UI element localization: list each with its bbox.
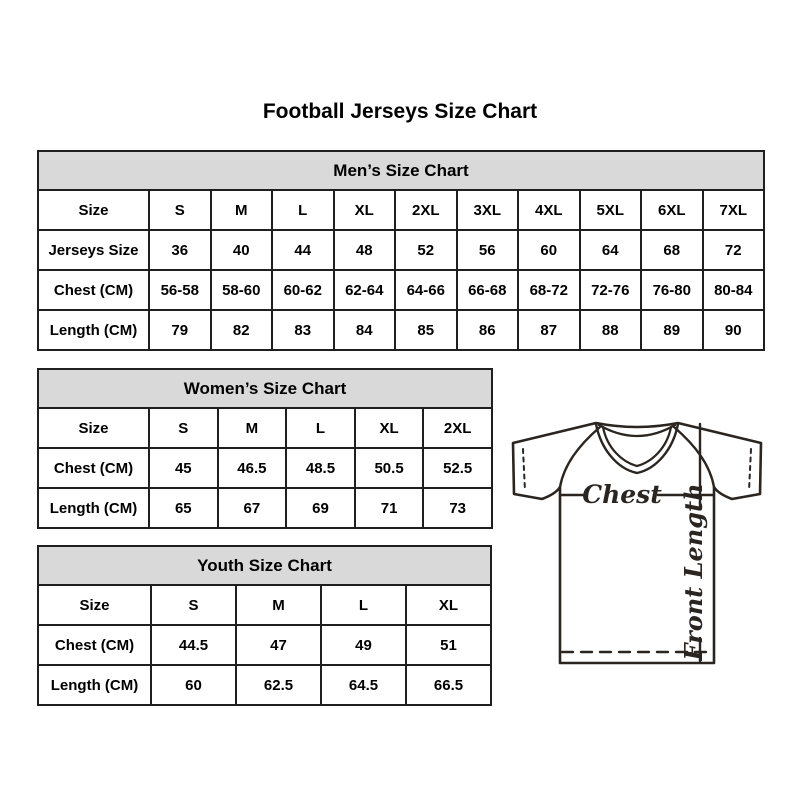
table-row [38,230,764,270]
value-cell: L [272,190,334,230]
value-cell: 7XL [703,190,765,230]
value-cell: XL [355,408,424,448]
value-cell: XL [406,585,491,625]
row-label-cell: Length (CM) [38,665,151,705]
value-cell: L [321,585,406,625]
youth-size-table [37,545,492,706]
value-cell: 2XL [423,408,492,448]
value-cell: 52.5 [423,448,492,488]
value-cell: 60 [151,665,236,705]
row-label-cell: Size [38,585,151,625]
table-header-row [38,546,491,585]
row-label-cell: Jerseys Size [38,230,149,270]
row-label-cell: Chest (CM) [38,625,151,665]
jersey-measurement-diagram [495,412,785,677]
row-label-cell: Chest (CM) [38,448,149,488]
value-cell: 66-68 [457,270,519,310]
jersey-outline-icon [513,423,761,663]
womens-table-body [38,408,492,528]
mens-table-body [38,190,764,350]
table-header-row [38,151,764,190]
womens-table-title: Women’s Size Chart [38,369,492,408]
value-cell: 66.5 [406,665,491,705]
mens-size-table [37,150,765,351]
womens-size-table [37,368,493,529]
youth-table-body [38,585,491,705]
table-row [38,270,764,310]
row-label-cell: Size [38,408,149,448]
value-cell: 56 [457,230,519,270]
table-header-row [38,369,492,408]
value-cell: 60 [518,230,580,270]
value-cell: 62.5 [236,665,321,705]
value-cell: 76-80 [641,270,703,310]
value-cell: 48.5 [286,448,355,488]
row-label-cell: Size [38,190,149,230]
value-cell: 58-60 [211,270,273,310]
table-row [38,488,492,528]
value-cell: 36 [149,230,211,270]
value-cell: 64-66 [395,270,457,310]
value-cell: 65 [149,488,218,528]
table-row [38,625,491,665]
value-cell: 40 [211,230,273,270]
value-cell: 90 [703,310,765,350]
table-row [38,585,491,625]
value-cell: 64 [580,230,642,270]
value-cell: 46.5 [218,448,287,488]
value-cell: 51 [406,625,491,665]
value-cell: 45 [149,448,218,488]
value-cell: 67 [218,488,287,528]
value-cell: 79 [149,310,211,350]
value-cell: 73 [423,488,492,528]
value-cell: 72-76 [580,270,642,310]
value-cell: 3XL [457,190,519,230]
value-cell: 52 [395,230,457,270]
value-cell: 2XL [395,190,457,230]
value-cell: 44 [272,230,334,270]
value-cell: S [151,585,236,625]
value-cell: 69 [286,488,355,528]
value-cell: 87 [518,310,580,350]
value-cell: 6XL [641,190,703,230]
value-cell: 84 [334,310,396,350]
value-cell: 68 [641,230,703,270]
value-cell: 47 [236,625,321,665]
table-row [38,448,492,488]
value-cell: XL [334,190,396,230]
value-cell: 80-84 [703,270,765,310]
table-row [38,408,492,448]
value-cell: S [149,408,218,448]
value-cell: 85 [395,310,457,350]
row-label-cell: Length (CM) [38,488,149,528]
value-cell: 64.5 [321,665,406,705]
value-cell: M [211,190,273,230]
value-cell: M [236,585,321,625]
value-cell: 50.5 [355,448,424,488]
value-cell: 89 [641,310,703,350]
value-cell: 82 [211,310,273,350]
value-cell: L [286,408,355,448]
row-label-cell: Chest (CM) [38,270,149,310]
mens-table-title: Men’s Size Chart [38,151,764,190]
front-length-label: Front Length [679,483,708,661]
value-cell: 49 [321,625,406,665]
row-label-cell: Length (CM) [38,310,149,350]
value-cell: 60-62 [272,270,334,310]
value-cell: 86 [457,310,519,350]
table-row [38,190,764,230]
value-cell: 68-72 [518,270,580,310]
value-cell: 5XL [580,190,642,230]
value-cell: 48 [334,230,396,270]
table-row [38,665,491,705]
value-cell: 88 [580,310,642,350]
value-cell: 44.5 [151,625,236,665]
value-cell: 83 [272,310,334,350]
value-cell: S [149,190,211,230]
value-cell: 72 [703,230,765,270]
chest-label: Chest [582,480,662,509]
youth-table-title: Youth Size Chart [38,546,491,585]
value-cell: 71 [355,488,424,528]
value-cell: M [218,408,287,448]
value-cell: 4XL [518,190,580,230]
table-row [38,310,764,350]
page-title: Football Jerseys Size Chart [262,100,538,123]
value-cell: 62-64 [334,270,396,310]
value-cell: 56-58 [149,270,211,310]
